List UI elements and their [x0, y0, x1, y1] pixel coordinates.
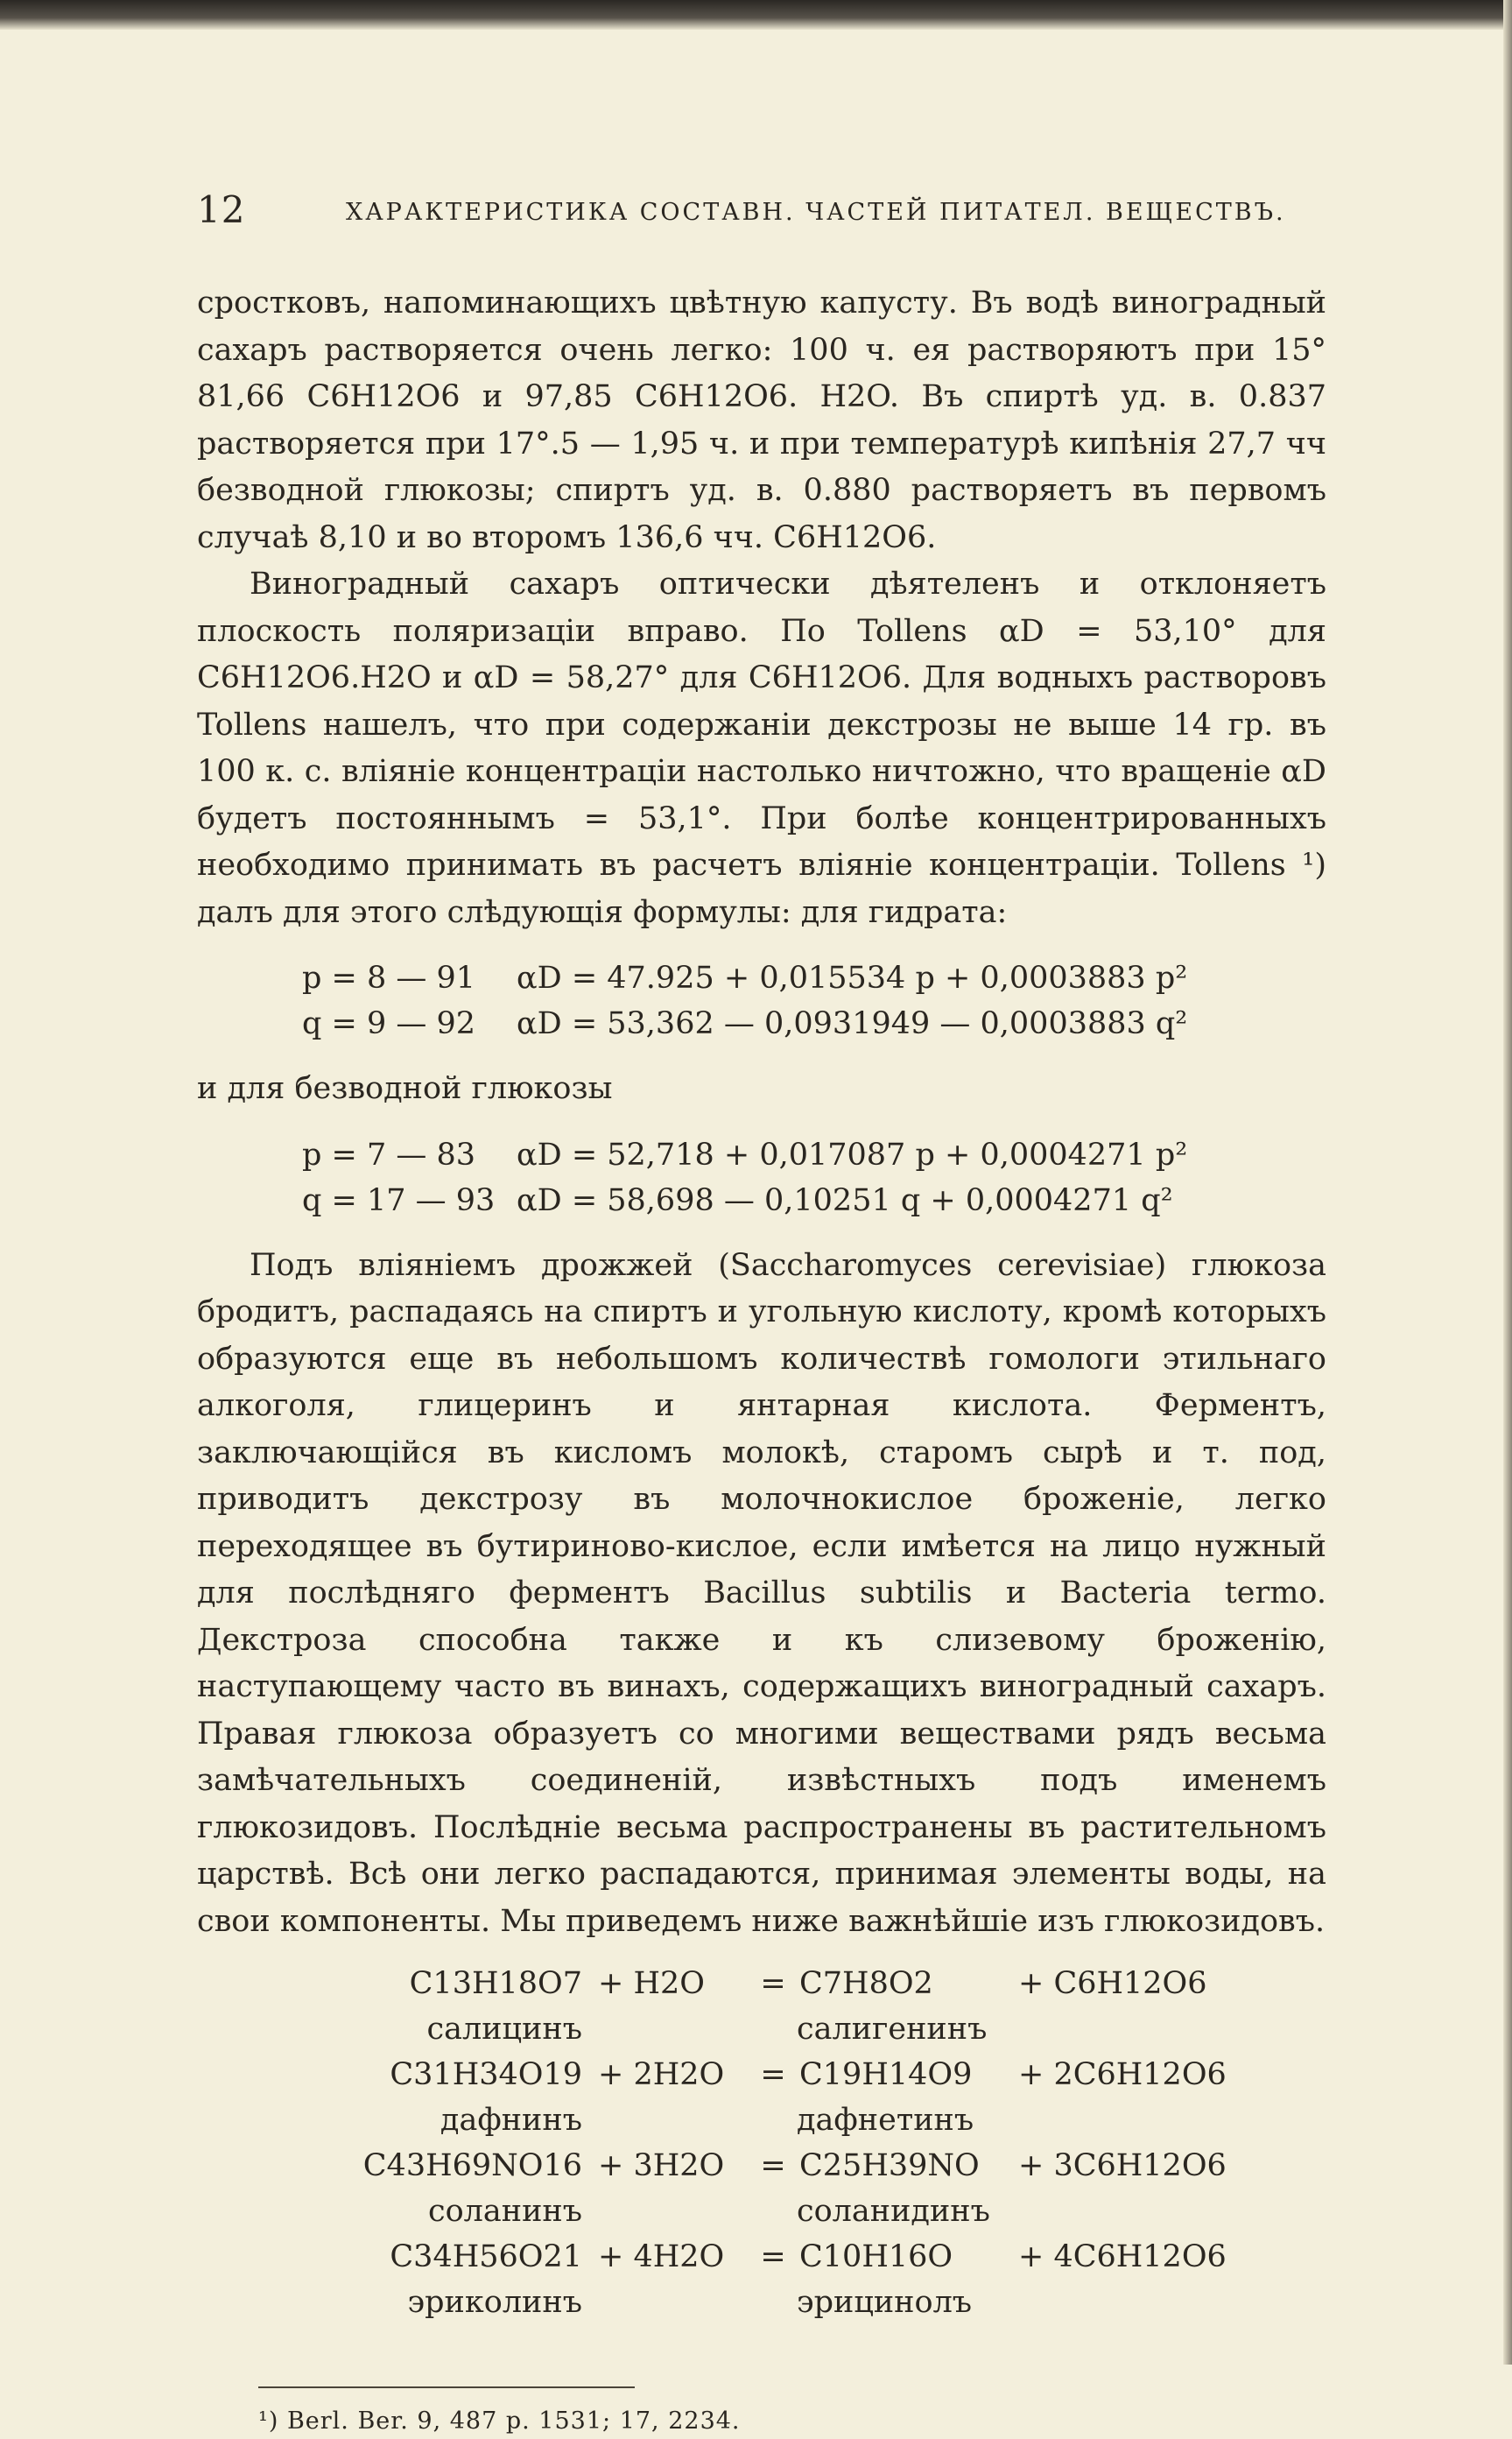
reactant: C43H69NO16	[362, 2148, 582, 2183]
running-title: ХАРАКТЕРИСТИКА СОСТАВН. ЧАСТЕЙ ПИТАТЕЛ. ВЕЩЕСТВЪ.	[346, 199, 1286, 226]
product: C25H39NO	[799, 2148, 980, 2183]
footnote: ¹) Berl. Ber. 9, 487 p. 1531; 17, 2234.	[258, 2407, 741, 2435]
water-term: + 2H2O	[598, 2057, 725, 2092]
glucose-term: + 3C6H12O6	[1018, 2148, 1227, 2183]
water-term: + H2O	[598, 1966, 705, 2001]
book-edge-top	[0, 0, 1512, 30]
product: C7H8O2	[799, 1966, 933, 2001]
product: C10H16O	[799, 2239, 953, 2274]
formula-range: p = 8 — 91	[302, 961, 476, 996]
reaction-names	[197, 2097, 1326, 2143]
book-edge-right	[1503, 0, 1512, 2365]
equals-sign: =	[760, 2057, 786, 2092]
glucoside-reactions	[197, 1961, 1326, 2325]
reaction-equation	[197, 2143, 1326, 2189]
reaction-names	[197, 2280, 1326, 2325]
paragraph-4: Подъ вліяніемъ дрожжей (Saccharomyces cerevisiae) глюкоза бродитъ, распадаясь на спиртъ и угольную кислоту, кромѣ которыхъ образуются еще въ небольшомъ количествѣ гомологи этильнаго алкоголя, глицеринъ и янтарная кислота. Ферментъ, заключающійся въ кисломъ молокѣ, старомъ сырѣ и т. под, приводитъ декстрозу въ молочнокислое броженіе, легко переходящее въ бутириново-кислое, если имѣется на лицо нужный для послѣдняго ферментъ Bacillus subtilis и Bacteria termo. Декстроза способна также и къ слизевому броженію, наступающему часто въ винахъ, содержащихъ виноградный сахаръ. Правая глюкоза образуетъ со многими веществами рядъ весьма замѣчательныхъ соединеній, извѣстныхъ подъ именемъ глюкозидовъ. Послѣдніе весьма распространены въ растительномъ царствѣ. Всѣ они легко распадаются, принимая элементы воды, на свои компоненты. Мы приведемъ ниже важнѣйшіе изъ глюкозидовъ.	[197, 1247, 1326, 1939]
water-term: + 4H2O	[598, 2239, 725, 2274]
footnote-divider	[258, 2386, 635, 2388]
reaction-equation	[197, 2234, 1326, 2280]
formula-expression: αD = 58,698 — 0,10251 q + 0,0004271 q²	[517, 1182, 1173, 1218]
equals-sign: =	[760, 2239, 786, 2274]
formula-expression: αD = 53,362 — 0,0931949 — 0,0003883 q²	[517, 1006, 1188, 1041]
product: C19H14O9	[799, 2057, 973, 2092]
formula-expression: αD = 52,718 + 0,017087 p + 0,0004271 p²	[517, 1137, 1188, 1173]
page-number: 12	[197, 188, 246, 231]
glucose-term: + C6H12O6	[1018, 1966, 1207, 2001]
glucose-term: + 4C6H12O6	[1018, 2239, 1227, 2274]
reactant-name: салицинъ	[426, 2012, 582, 2047]
formula-row	[197, 1178, 1326, 1223]
reactant: C13H18O7	[409, 1966, 582, 2001]
product-name: дафнетинъ	[797, 2103, 974, 2138]
reactant-name: эриколинъ	[407, 2285, 582, 2320]
reactant-name: дафнинъ	[440, 2103, 582, 2138]
formula-expression: αD = 47.925 + 0,015534 p + 0,0003883 p²	[517, 961, 1188, 996]
reactant: C31H34O19	[390, 2057, 582, 2092]
equals-sign: =	[760, 1966, 786, 2001]
equals-sign: =	[760, 2148, 786, 2183]
product-name: эрицинолъ	[797, 2285, 973, 2320]
reactant-name: соланинъ	[427, 2194, 582, 2229]
reaction-equation	[197, 2052, 1326, 2097]
water-term: + 3H2O	[598, 2148, 725, 2183]
paragraph-1: сростковъ, напоминающихъ цвѣтную капусту. Въ водѣ виноградный сахаръ растворяется очень легко: 100 ч. ея растворяютъ при 15° 81,66 C6H12O6 и 97,85 C6H12O6. H2O. Въ спиртѣ уд. в. 0.837 растворяется при 17°.5 — 1,95 ч. и при температурѣ кипѣнія 27,7 чч безводной глюкозы; спиртъ уд. в. 0.880 растворяетъ въ первомъ случаѣ 8,10 и во второмъ 136,6 чч. C6H12O6.	[197, 285, 1326, 555]
product-name: соланидинъ	[797, 2194, 990, 2229]
formula-range: p = 7 — 83	[302, 1137, 476, 1173]
reaction-names	[197, 2006, 1326, 2052]
product-name: салигенинъ	[797, 2012, 988, 2047]
reaction-names	[197, 2189, 1326, 2234]
formulas-anhydrous	[197, 1132, 1326, 1223]
reaction-equation	[197, 1961, 1326, 2006]
formula-range: q = 17 — 93	[302, 1182, 496, 1218]
reactant: C34H56O21	[390, 2239, 582, 2274]
paragraph-3: и для безводной глюкозы	[197, 1071, 613, 1106]
paragraph-2: Виноградный сахаръ оптически дѣятеленъ и отклоняетъ плоскость поляризаціи вправо. По Tollens αD = 53,10° для C6H12O6.H2O и αD = 58,27° для C6H12O6. Для водныхъ растворовъ Tollens нашелъ, что при содержаніи декстрозы не выше 14 гр. въ 100 к. с. вліяніе концентраціи настолько ничтожно, что вращеніе αD будетъ постояннымъ = 53,1°. При болѣе концентрированныхъ необходимо принимать въ расчетъ вліяніе концентраціи. Tollens ¹) далъ для этого слѣдующія формулы: для гидрата:	[197, 567, 1326, 930]
glucose-term: + 2C6H12O6	[1018, 2057, 1227, 2092]
running-head	[197, 188, 1326, 241]
formula-range: q = 9 — 92	[302, 1006, 476, 1041]
formula-row	[197, 1001, 1326, 1047]
formula-row	[197, 955, 1326, 1001]
formulas-hydrate	[197, 955, 1326, 1047]
formula-row	[197, 1132, 1326, 1178]
page-content	[197, 188, 1326, 2439]
